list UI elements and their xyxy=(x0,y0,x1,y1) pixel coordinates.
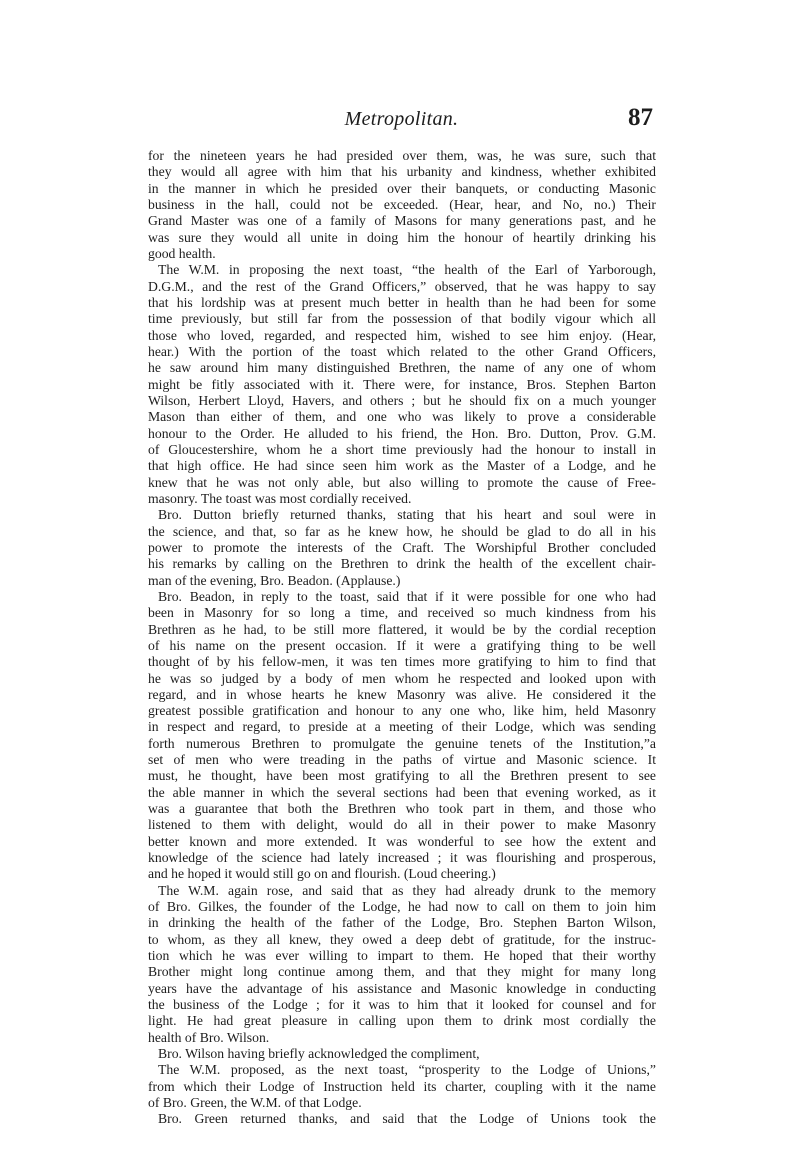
text-line: good health. xyxy=(148,245,216,261)
text-line: The W.M. again rose, and said that as they had already drunk to the memory xyxy=(158,882,656,898)
text-line: might be fitly associated with it. There were, for instance, Bros. Stephen Barton xyxy=(148,376,656,392)
text-line: those who loved, regarded, and respected him, wished to see him enjoy. (Hear, xyxy=(148,327,656,343)
text-line: years have the advantage of his assistance and Masonic knowledge in conducting xyxy=(148,980,656,996)
text-line: D.G.M., and the rest of the Grand Officers,” observed, that he was happy to say xyxy=(148,278,656,294)
text-line: of Bro. Green, the W.M. of that Lodge. xyxy=(148,1095,362,1111)
text-line: was a guarantee that both the Brethren who took part in them, and those who xyxy=(148,801,656,817)
text-line: that his lordship was at present much better in health than he had been for some xyxy=(148,294,656,310)
text-line: greatest possible gratification and honour to any one who, like him, held Masonry xyxy=(148,703,656,719)
text-line: hear.) With the portion of the toast which related to the other Grand Officers, xyxy=(148,343,656,359)
text-line: for the nineteen years he had presided over them, was, he was sure, such that xyxy=(148,148,656,163)
text-line: forth numerous Brethren to promulgate the genuine tenets of the Institution,”a xyxy=(148,735,656,751)
text-line: to whom, as they all knew, they owed a deep debt of gratitude, for the instruc- xyxy=(148,931,656,947)
text-line: they would all agree with him that his urbanity and kindness, whether exhibited xyxy=(148,164,656,180)
text-line: business in the hall, could not be exceeded. (Hear, hear, and No, no.) Their xyxy=(148,196,656,212)
text-line: in the manner in which he presided over their banquets, or conducting Masonic xyxy=(148,180,656,196)
text-line: in drinking the health of the father of the Lodge, Bro. Stephen Barton Wilson, xyxy=(148,915,656,931)
text-line: Bro. Dutton briefly returned thanks, stating that his heart and soul were in xyxy=(158,507,656,523)
text-line: power to promote the interests of the Craft. The Worshipful Brother concluded xyxy=(148,539,656,555)
text-line: The W.M. proposed, as the next toast, “prosperity to the Lodge of Unions,” xyxy=(158,1062,656,1078)
text-line: regard, and in whose hearts he knew Masonry was alive. He considered it the xyxy=(148,686,656,702)
text-line: Grand Master was one of a family of Masons for many generations past, and he xyxy=(148,213,656,229)
running-title: Metropolitan. xyxy=(344,108,459,130)
text-line: he saw around him many distinguished Brethren, the name of any one of whom xyxy=(148,360,656,376)
text-line: of his name on the present occasion. If it were a gratifying thing to be well xyxy=(148,637,656,653)
text-line: man of the evening, Bro. Beadon. (Applause.) xyxy=(148,572,401,588)
text-line: better known and more extended. It was wonderful to see how the extent and xyxy=(148,833,656,849)
text-line: honour to the Order. He alluded to his friend, the Hon. Bro. Dutton, Prov. G.M. xyxy=(148,425,656,441)
text-line: and he hoped it would still go on and flourish. (Loud cheering.) xyxy=(148,866,496,882)
page-body xyxy=(148,148,656,1128)
text-line: Brethren as he had, to be still more flattered, it would be by the cordial reception xyxy=(148,621,656,637)
text-line: thought of by his fellow-men, it was ten times more gratifying to him to find that xyxy=(148,654,656,670)
text-line: masonry. The toast was most cordially received. xyxy=(148,490,412,506)
text-line: knowledge of the science had lately increased ; it was flourishing and prosperous, xyxy=(148,850,656,866)
text-line: light. He had great pleasure in calling upon them to drink most cordially the xyxy=(148,1013,656,1029)
text-line: the science, and that, so far as he knew how, he should be glad to do all in his xyxy=(148,523,656,539)
text-line: his remarks by calling on the Brethren to drink the health of the excellent chair- xyxy=(148,556,656,572)
text-line: Bro. Beadon, in reply to the toast, said that if it were possible for one who had xyxy=(158,588,656,604)
text-line: Bro. Wilson having briefly acknowledged the compliment, xyxy=(158,1046,480,1062)
text-line: The W.M. in proposing the next toast, “the health of the Earl of Yarborough, xyxy=(158,262,656,278)
text-line: time previously, but still far from the possession of that bodily vigour which all xyxy=(148,311,656,327)
text-line: set of men who were treading in the paths of virtue and Masonic science. It xyxy=(148,752,656,768)
text-line: the able manner in which the several sections had been that evening worked, as it xyxy=(148,784,656,800)
text-line: Mason than either of them, and one who was likely to prove a considerable xyxy=(148,409,656,425)
text-line: been in Masonry for so long a time, and received so much kindness from his xyxy=(148,605,656,621)
page-header xyxy=(0,104,803,138)
text-line: of Bro. Gilkes, the founder of the Lodge, he had now to call on them to join him xyxy=(148,899,656,915)
text-line: Wilson, Herbert Lloyd, Havers, and others ; but he should fix on a much younger xyxy=(148,392,656,408)
text-line: he was so judged by a body of men whom he respected and looked upon with xyxy=(148,670,656,686)
text-line: health of Bro. Wilson. xyxy=(148,1029,270,1045)
text-line: in respect and regard, to preside at a meeting of their Lodge, which was sending xyxy=(148,719,656,735)
text-line: tion which he was ever willing to impart to them. He hoped that their worthy xyxy=(148,948,656,964)
text-line: that high office. He had since seen him work as the Master of a Lodge, and he xyxy=(148,458,656,474)
text-line: the business of the Lodge ; for it was to him that it looked for counsel and for xyxy=(148,997,656,1013)
text-line: Brother might long continue among them, and that they might for many long xyxy=(148,964,656,980)
page-number: 87 xyxy=(628,104,653,131)
text-line: must, he thought, have been most gratifying to all the Brethren present to see xyxy=(148,768,656,784)
text-line: Bro. Green returned thanks, and said that the Lodge of Unions took the xyxy=(158,1111,656,1127)
text-line: was sure they would all unite in doing him the honour of heartily drinking his xyxy=(148,229,656,245)
text-line: knew that he was not only able, but also willing to promote the cause of Free- xyxy=(148,474,656,490)
text-line: from which their Lodge of Instruction held its charter, coupling with it the name xyxy=(148,1078,656,1094)
text-line: listened to them with delight, would do all in their power to make Masonry xyxy=(148,817,656,833)
text-line: of Gloucestershire, whom he a short time previously had the honour to install in xyxy=(148,441,656,457)
